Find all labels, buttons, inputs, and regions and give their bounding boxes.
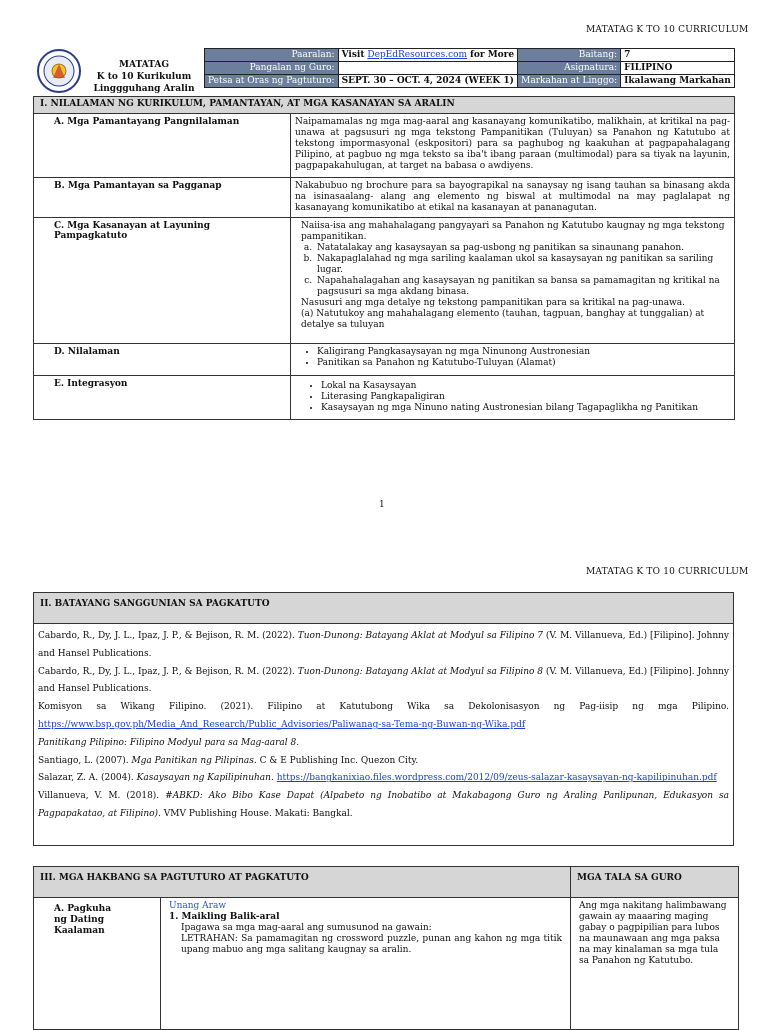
d-content [291,344,735,376]
b-label: B. Mga Pamantayan sa Pagganap [34,178,291,218]
guro-value [338,62,518,75]
reference-2: Cabardo, R., Dy, J. L., Ipaz, J. P., & Bejison, R. M. (2022). Tuon-Dunong: Batayang Aklat at Modyul sa Filipino 8 (V. M. Villanueva, Ed.) [Filipino]. Johnny and Hansel Publications. [38,666,729,695]
header-block-title: MATATAG K to 10 Kurikulum Linggguhang Aralin [93,60,195,94]
c-content [291,218,735,344]
curriculum-label: MATATAG K TO 10 CURRICULUM [586,25,749,35]
c-label: C. Mga Kasanayan at Layuning Pampagkatuto [34,218,291,344]
d-label: D. Nilalaman [34,344,291,376]
paaralan-label: Paaralan: [205,49,339,62]
markahan-value: Ikalawang Markahan [621,75,735,88]
b-text: Nakabubuo ng brochure para sa bayograpikal na sanaysay ng isang tauhan sa binasang akda na isinasaalang- alang ang elemento ng biswal at multimodal na may paglalapat ng kasanayang komunikatibo at etikal na kasanayan at pananagutan. [291,178,735,218]
c-list [297,243,730,298]
section-1-title: I. NILALAMAN NG KURIKULUM, PAMANTAYAN, AT MGA KASANAYAN SA ARALIN [34,97,735,114]
baitang-label: Baitang: [518,49,621,62]
deped-resources-link[interactable]: DepEdResources.com [367,50,468,60]
references-list [34,624,733,828]
c-intro: Naiisa-isa ang mahahalagang pangyayari sa Panahon ng Katutubo kaugnay ng mga tekstong pampanitikan. [301,221,725,242]
reference-6: Salazar, Z. A. (2004). Kasaysayan ng Kapilipinuhan. https://bangkanixiao.files.wordpress.com/2012/09/zeus-salazar-kasaysayan-ng-kapilipinuhan.pdf [38,773,717,784]
c-outro-1: Nasusuri ang mga detalye ng tekstong pampanitikan para sa kritikal na pag-unawa. [301,298,685,308]
paaralan-value: Visit DepEdResources.com for More [338,49,518,62]
reference-7: Villanueva, V. M. (2018). #ABKD: Ako Bibo Kase Dapat (Alpabeto ng Inobatibo at Makabagong Guro ng Araling Panlipunan, Edukasyon sa Pagpapakatao, at Filipino). VMV Publishing House. Makati: Bangkal. [38,791,729,819]
section-2 [33,592,734,846]
section-3-table [33,866,739,1030]
list-item: • Panitikan sa Panahon ng Katutubo-Tuluyan (Alamat) [317,358,730,369]
a-step-content [161,898,571,1030]
e-label: E. Integrasyon [34,376,291,420]
page-number: 1 [379,500,385,510]
list-item: a. Natatalakay ang kasaysayan sa pag-usbong ng panitikan sa sinaunang panahon. [315,243,730,254]
e-content [291,376,735,420]
list-item: • Kasaysayan ng mga Ninuno nating Austronesian bilang Tagapaglikha ng Panitikan [321,403,730,414]
step-line-1: Ipagawa sa mga mag-aaral ang sumusunod na gawain: [181,923,432,933]
list-item: • Literasing Pangkapaligiran [321,392,730,403]
markahan-label: Markahan at Linggo: [518,75,621,88]
day-label: Unang Araw [169,901,227,911]
step-title: 1. Maikling Balik-aral [169,912,280,922]
reference-4: Panitikang Pilipino: Filipino Modyul para sa Mag-aaral 8. [38,737,300,748]
section-2-title: II. BATAYANG SANGGUNIAN SA PAGKATUTO [34,593,733,624]
c-outro-2: (a) Natutukoy ang mahahalagang elemento (tauhan, tagpuan, banghay at tunggalian) at detalye sa tuluyan [301,309,705,330]
d-list [295,347,730,369]
section-3-title: III. MGA HAKBANG SA PAGTUTURO AT PAGKATUTO [34,867,571,898]
list-item: • Kaligirang Pangkasaysayan ng mga Ninunong Austronesian [317,347,730,358]
salazar-link[interactable]: https://bangkanixiao.files.wordpress.com/2012/09/zeus-salazar-kasaysayan-ng-kapilipinuhan.pdf [276,773,717,784]
section-1-table [33,96,735,420]
bsp-link[interactable]: https://www.bsp.gov.ph/Media_And_Research/Public_Advisories/Paliwanag-sa-Tema-ng-Buwan-ng-Wika.pdf [38,719,526,730]
petsa-label: Petsa at Oras ng Pagtuturo: [205,75,339,88]
curriculum-label-2: MATATAG K TO 10 CURRICULUM [586,567,749,577]
guro-label: Pangalan ng Guro: [205,62,339,75]
notes-title: MGA TALA SA GURO [571,867,739,898]
a-step-label: A. Pagkuha ng Dating Kaalaman [34,898,161,1030]
a-label: A. Mga Pamantayang Pangnilalaman [34,114,291,178]
asignatura-label: Asignatura: [518,62,621,75]
list-item: • Lokal na Kasaysayan [321,381,730,392]
baitang-value: 7 [621,49,735,62]
reference-3: Komisyon sa Wikang Filipino. (2021). Filipino at Katutubong Wika sa Dekolonisasyon ng Pag-iisip ng mga Pilipino. https://www.bsp.gov.ph/Media_And_Research/Public_Advisories/Paliwanag-sa-Tema-ng-Buwan-ng-Wika.pdf [38,702,729,730]
step-line-2: LETRAHAN: Sa pamamagitan ng crossword puzzle, punan ang kahon ng mga titik upang mabuo ang mga salitang kaugnay sa aralin. [181,934,562,955]
header-table [204,48,735,88]
e-list [295,381,730,414]
reference-5: Santiago, L. (2007). Mga Panitikan ng Pilipinas. C & E Publishing Inc. Quezon City. [38,755,419,766]
deped-seal-icon [33,48,85,94]
petsa-value: SEPT. 30 – OCT. 4, 2024 (WEEK 1) [338,75,518,88]
list-item: c. Napahahalagahan ang kasaysayan ng panitikan sa bansa sa pamamagitan ng kritikal na pagsusuri sa mga akdang binasa. [315,276,730,298]
a-text: Naipamamalas ng mga mag-aaral ang kasanayang komunikatibo, malikhain, at kritikal na pag-unawa at pagsusuri ng mga tekstong Pampanitikan (Tuluyan) sa Panahon ng Katutubo at tekstong impormasyonal (eskpositori) para sa paghubog ng kaakuhan at pagpapahalagang Pilipino, at pagbuo ng mga teksto sa iba't ibang paraan (multimodal) para sa tiyak na layunin, pagpapakahulugan, at target na babasa o awdiyens. [291,114,735,178]
list-item: b. Nakapaglalahad ng mga sariling kaalaman ukol sa kasaysayan ng panitikan sa sariling lugar. [315,254,730,276]
teacher-note: Ang mga nakitang halimbawang gawain ay maaaring maging gabay o pagpipilian para lubos na maunawaan ang mga paksa na may kinalaman sa mga tula sa Panahon ng Katutubo. [571,898,739,1030]
reference-1: Cabardo, R., Dy, J. L., Ipaz, J. P., & Bejison, R. M. (2022). Tuon-Dunong: Batayang Aklat at Modyul sa Filipino 7 (V. M. Villanueva, Ed.) [Filipino]. Johnny and Hansel Publications. [38,631,729,659]
asignatura-value: FILIPINO [621,62,735,75]
